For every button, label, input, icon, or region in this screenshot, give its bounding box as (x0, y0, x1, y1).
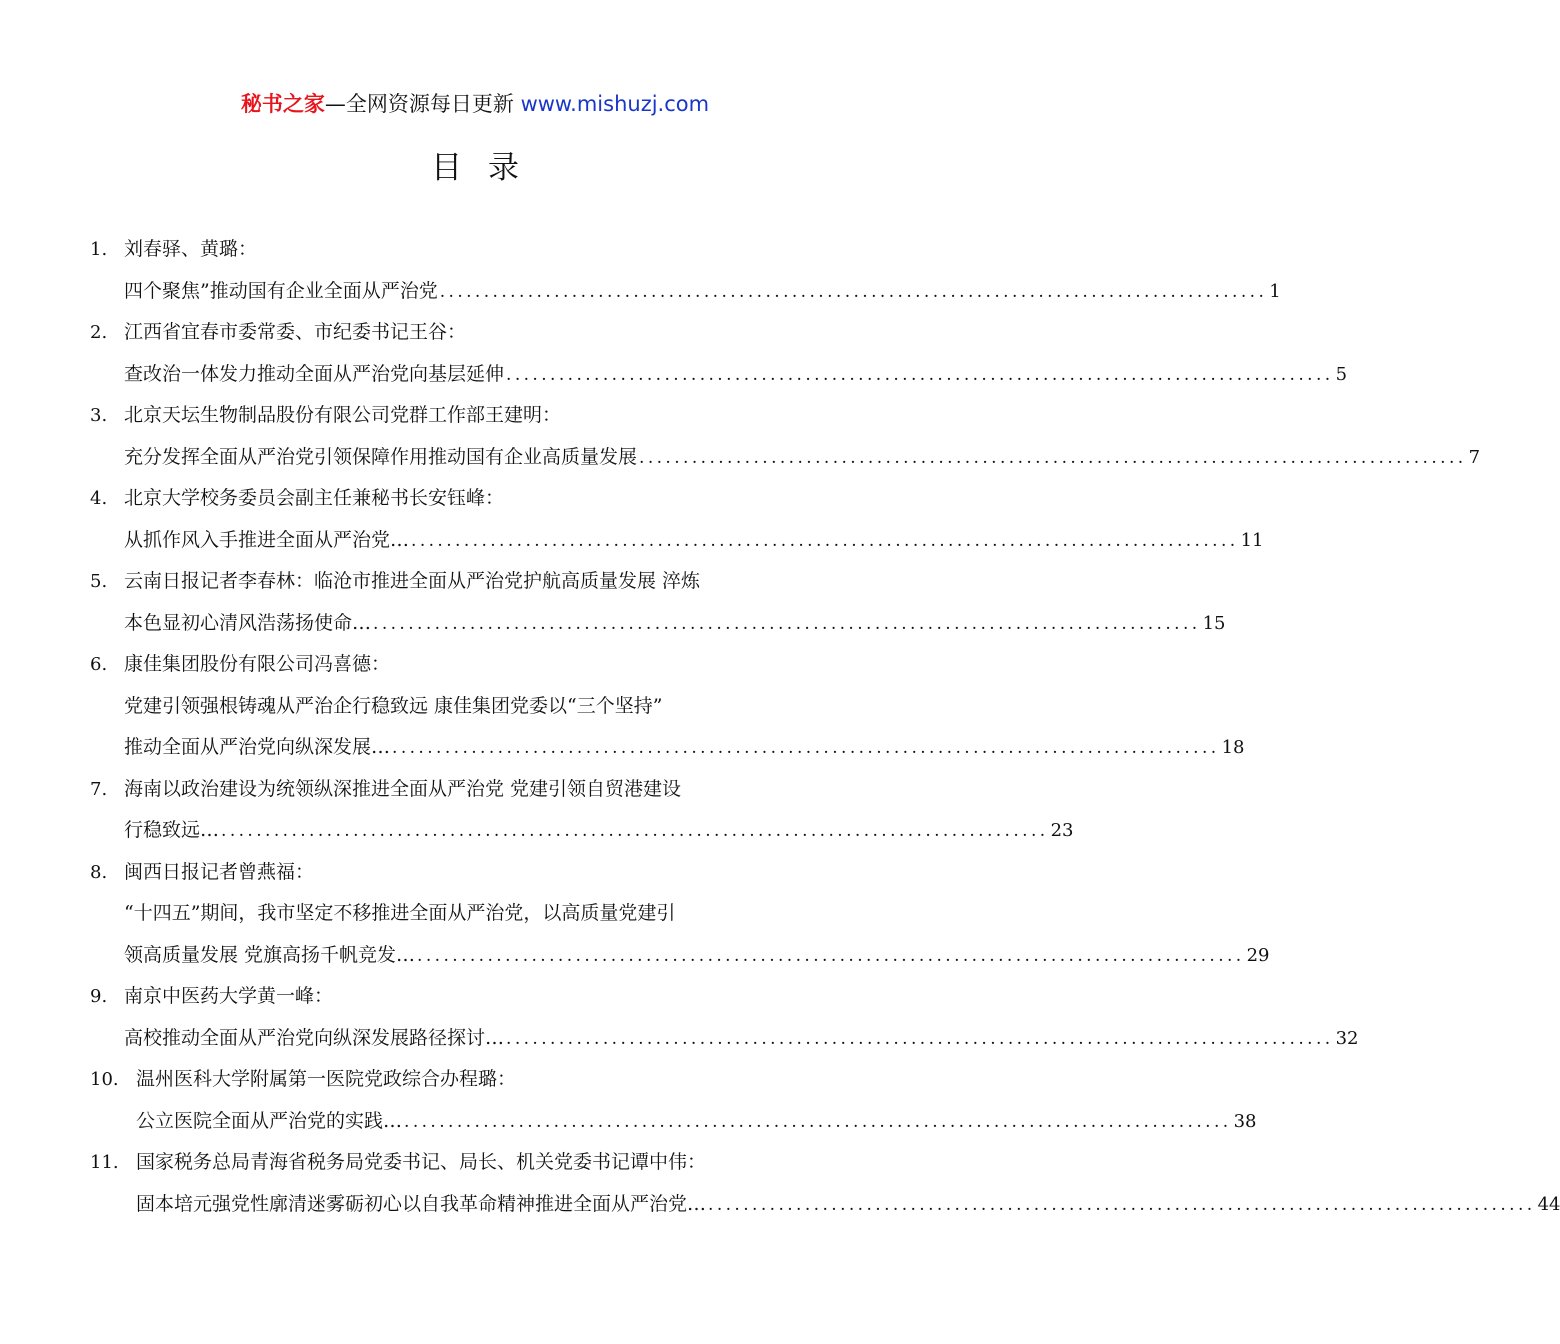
toc-dot-leader: .............................................................................................. (639, 447, 1467, 468)
toc-entry-number: 4. (90, 488, 108, 509)
toc-entry-number: 11. (90, 1152, 119, 1173)
toc-entry-heading: 北京天坛生物制品股份有限公司党群工作部王建明： (124, 404, 562, 426)
toc-entry-title[interactable]: 从抓作风入手推进全面从严治党… (124, 528, 410, 551)
toc-entry-leader-line (0, 935, 1270, 977)
toc-entry-number: 9. (90, 986, 108, 1007)
toc-dot-leader: .............................................................................................. (392, 738, 1220, 758)
toc-entry-heading-line (0, 395, 950, 437)
banner-url[interactable]: www.mishuzj.com (520, 92, 710, 116)
toc-entry-title[interactable]: 高校推动全面从严治党向纵深发展路径探讨… (124, 1026, 505, 1049)
toc-entry-heading: 闽西日报记者曾燕福： (124, 860, 315, 883)
toc-entry-heading: 温州医科大学附属第一医院党政综合办程璐： (136, 1068, 517, 1090)
toc-entry-heading: 国家税务总局青海省税务局党委书记、局长、机关党委书记谭中伟： (136, 1151, 707, 1173)
toc-page-number[interactable]: 1 (1269, 280, 1281, 302)
toc-entry-leader-line (0, 1184, 1560, 1226)
toc-entry-heading-line (0, 1142, 950, 1184)
toc-entry[interactable] (0, 644, 1245, 769)
toc-entry-leader-line (0, 603, 1226, 645)
banner-slogan: —全网资源每日更新 (324, 92, 521, 116)
table-of-contents (0, 229, 1560, 1225)
page-title: 目录 (431, 150, 545, 186)
toc-entry-number: 6. (90, 654, 108, 675)
toc-entry-title[interactable]: 行稳致远… (124, 819, 220, 841)
toc-entry[interactable] (0, 1059, 1257, 1142)
toc-entry-heading: 江西省宜春市委常委、市纪委书记王谷： (124, 321, 467, 343)
toc-entry[interactable] (0, 478, 1264, 561)
toc-entry-number: 7. (90, 778, 108, 800)
toc-entry-title[interactable]: 固本培元强党性廓清迷雾砺初心以自我革命精神推进全面从严治党… (136, 1192, 707, 1215)
toc-entry-title[interactable]: 充分发挥全面从严治党引领保障作用推动国有企业高质量发展 (124, 445, 638, 468)
toc-entry-heading-line (0, 852, 950, 894)
toc-entry-title[interactable]: 查改治一体发力推动全面从严治党向基层延伸 (124, 362, 505, 385)
toc-entry-leader-line (0, 1018, 1359, 1060)
toc-dot-leader: .............................................................................................. (417, 945, 1245, 966)
toc-entry[interactable] (0, 1142, 1560, 1225)
toc-dot-leader: .............................................................................................. (411, 530, 1239, 551)
toc-entry[interactable] (0, 561, 1226, 644)
toc-entry-heading: 海南以政治建设为统领纵深推进全面从严治党 党建引领自贸港建设 (124, 777, 682, 800)
toc-page-number[interactable]: 18 (1221, 737, 1245, 758)
toc-entry-number: 8. (90, 861, 108, 883)
toc-entry-leader-line (0, 437, 1481, 479)
toc-entry-heading-line (0, 644, 950, 686)
toc-page-number[interactable]: 29 (1246, 944, 1270, 966)
toc-entry[interactable] (0, 312, 1348, 395)
toc-entry-heading: 云南日报记者李春林：临沧市推进全面从严治党护航高质量发展 淬炼 (124, 570, 701, 592)
toc-entry-heading-line (0, 478, 950, 520)
toc-page-number[interactable]: 11 (1240, 529, 1264, 551)
toc-entry-heading-line (0, 561, 950, 603)
toc-entry-text: “十四五”期间，我市坚定不移推进全面从严治党，以高质量党建引 (124, 902, 676, 924)
toc-page-number[interactable]: 38 (1233, 1110, 1257, 1132)
toc-entry-heading-line (0, 976, 950, 1018)
toc-entry-leader-line (0, 354, 1348, 396)
toc-dot-leader: .............................................................................................. (506, 1028, 1334, 1049)
site-banner (0, 88, 950, 120)
toc-page-number[interactable]: 5 (1335, 363, 1348, 385)
toc-entry-leader-line (0, 810, 1074, 852)
toc-entry-heading-line (0, 769, 950, 811)
toc-dot-leader: .............................................................................................. (373, 613, 1201, 634)
toc-entry-leader-line (0, 1101, 1257, 1143)
toc-dot-leader: .............................................................................................. (221, 821, 1049, 841)
toc-entry-number: 5. (90, 571, 108, 592)
toc-entry[interactable] (0, 976, 1359, 1059)
toc-entry-heading: 南京中医药大学黄一峰： (124, 985, 334, 1007)
toc-entry-continuation-line (0, 686, 950, 728)
toc-entry-title[interactable]: 四个聚焦”推动国有企业全面从严治党 (124, 279, 438, 302)
toc-dot-leader: .............................................................................................. (506, 364, 1334, 385)
toc-page-number[interactable]: 44 (1537, 1193, 1560, 1215)
toc-entry-text: 党建引领强根铸魂从严治企行稳致远 康佳集团党委以“三个坚持” (124, 694, 663, 717)
toc-entry-title[interactable]: 本色显初心清风浩荡扬使命… (124, 611, 372, 634)
toc-entry-leader-line (0, 727, 1245, 769)
toc-entry[interactable] (0, 852, 1270, 977)
toc-dot-leader: .............................................................................................. (404, 1111, 1232, 1132)
toc-entry-heading: 北京大学校务委员会副主任兼秘书长安钰峰： (124, 487, 505, 509)
toc-entry-continuation-line (0, 893, 950, 935)
banner-brand: 秘书之家 (240, 92, 325, 116)
toc-entry[interactable] (0, 229, 1281, 312)
toc-entry-number: 3. (90, 405, 108, 426)
toc-entry-leader-line (0, 271, 1281, 313)
toc-entry-heading-line (0, 229, 950, 271)
toc-entry[interactable] (0, 769, 1074, 852)
toc-entry-number: 10. (90, 1069, 119, 1090)
toc-dot-leader: .............................................................................................. (708, 1194, 1536, 1215)
toc-dot-leader: .............................................................................................. (439, 281, 1268, 302)
toc-entry-heading: 康佳集团股份有限公司冯喜德： (124, 653, 391, 675)
toc-entry-heading-line (0, 1059, 950, 1101)
toc-entry-number: 1. (90, 239, 108, 260)
toc-entry-title[interactable]: 领高质量发展 党旗高扬千帆竞发… (124, 943, 416, 966)
toc-page-number[interactable]: 32 (1335, 1027, 1359, 1049)
toc-entry-heading-line (0, 312, 950, 354)
toc-page-number[interactable]: 23 (1050, 820, 1074, 841)
toc-entry-leader-line (0, 520, 1264, 562)
toc-entry-title[interactable]: 推动全面从严治党向纵深发展… (124, 736, 391, 758)
toc-entry-heading: 刘春驿、黄璐： (124, 238, 258, 260)
toc-page-number[interactable]: 7 (1468, 446, 1481, 468)
toc-page-number[interactable]: 15 (1202, 612, 1226, 634)
toc-entry-number: 2. (90, 322, 108, 343)
toc-entry-title[interactable]: 公立医院全面从严治党的实践… (136, 1109, 403, 1132)
toc-entry[interactable] (0, 395, 1481, 478)
